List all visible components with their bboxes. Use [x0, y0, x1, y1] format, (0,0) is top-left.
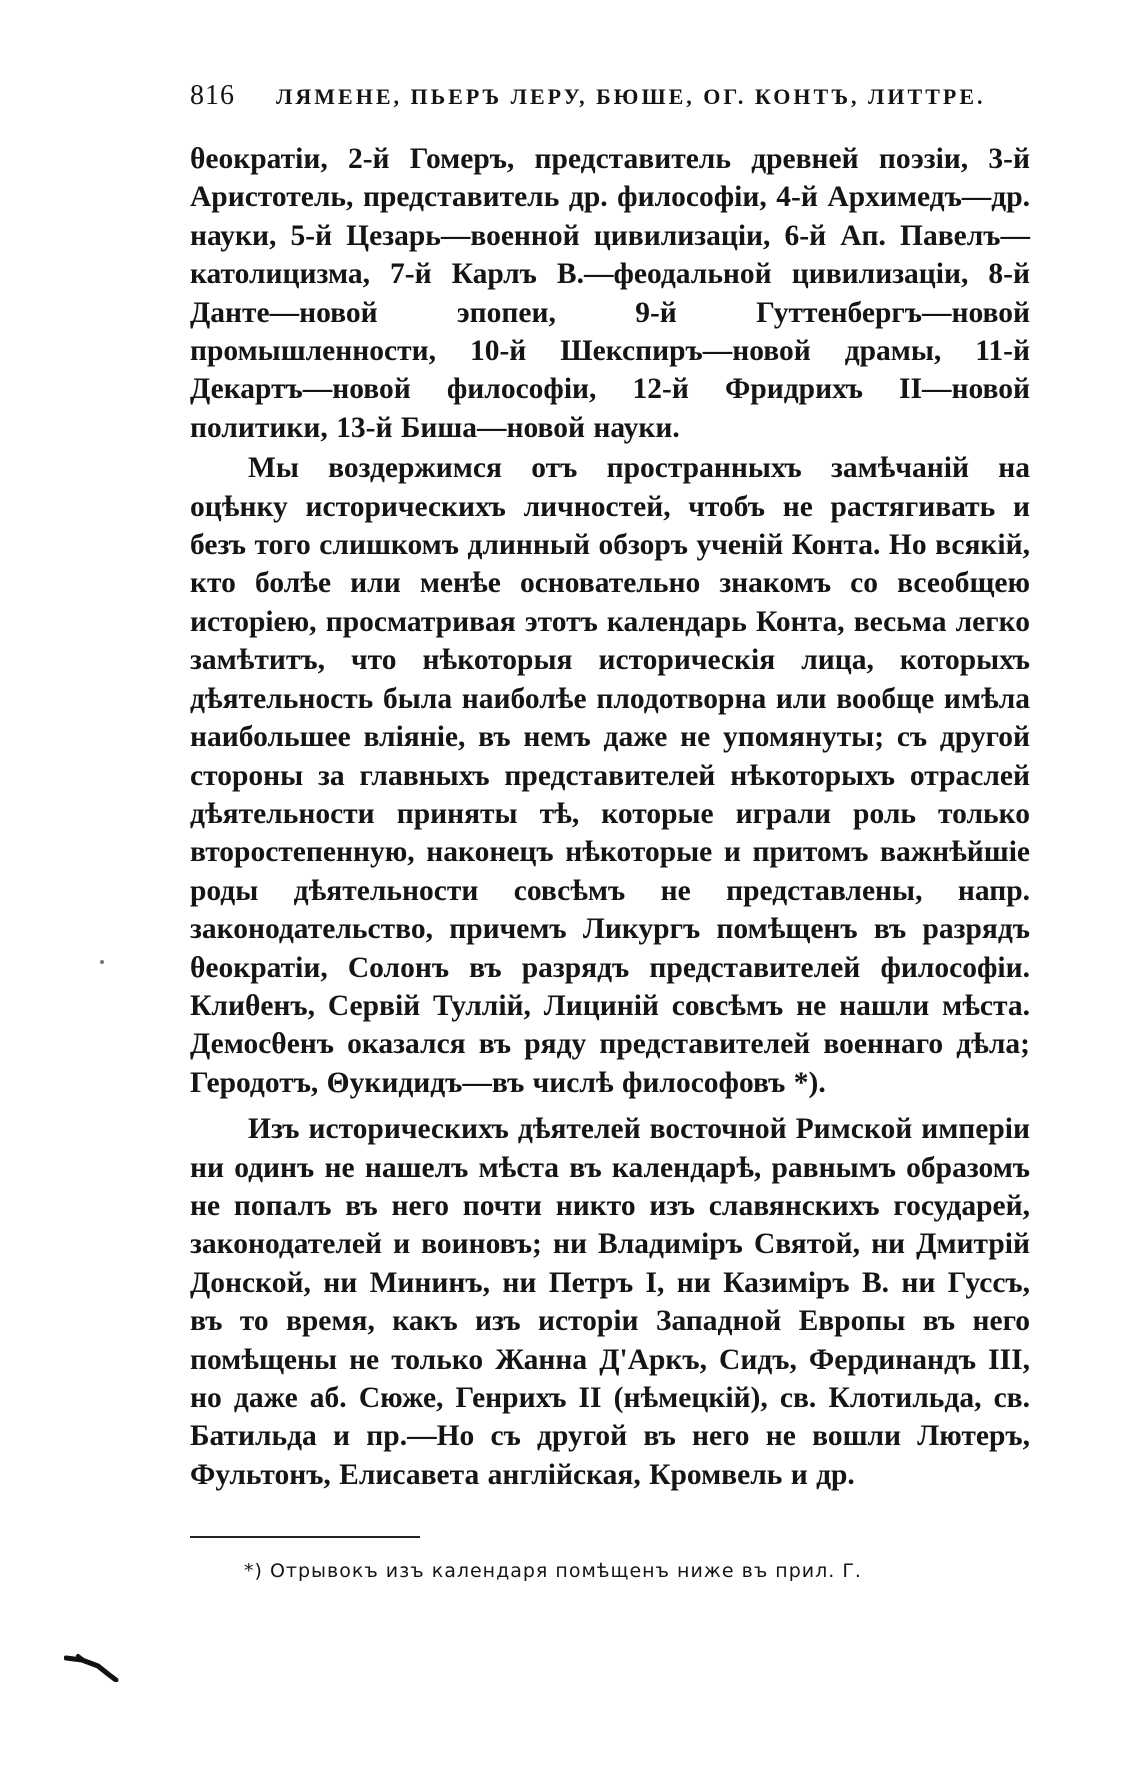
margin-speck [100, 960, 104, 964]
stray-ink-mark [64, 1652, 124, 1682]
running-title: ЛЯМЕНЕ, ПЬЕРЪ ЛЕРУ, БЮШЕ, ОГ. КОНТЪ, ЛИТТРЕ. [276, 84, 986, 109]
paragraph-3: Изъ историческихъ дѣятелей восточной Римской имперіи ни одинъ не нашелъ мѣста въ календарѣ, равнымъ образомъ не попалъ въ него почти никто изъ славянскихъ государей, законодателей и воиновъ; ни Владиміръ Святой, ни Дмитрій Донской, ни Мининъ, ни Петръ I, ни Казиміръ В. ни Гуссъ, въ то время, какъ изъ исторіи Западной Европы въ него помѣщены не только Жанна Д'Аркъ, Сидъ, Фердинандъ III, но даже аб. Сюже, Генрихъ II (нѣмецкій), св. Клотильда, св. Батильда и пр.—Но съ другой въ него не вошли Лютеръ, Фультонъ, Елисавета англійская, Кромвель и др. [190, 1113, 1030, 1491]
body-text [190, 140, 1030, 1494]
page-number: 816 [190, 80, 235, 111]
page [190, 80, 1030, 1582]
footnote-divider [190, 1536, 420, 1538]
running-head [190, 80, 1030, 120]
paragraph-1: θеократіи, 2-й Гомеръ, представитель древней поэзіи, 3-й Аристотель, представитель др. философіи, 4-й Архимедъ—др. науки, 5-й Цезарь—военной цивилизаціи, 6-й Ап. Павелъ—католицизма, 7-й Карлъ В.—феодальной цивилизаціи, 8-й Данте—новой эпопеи, 9-й Гуттенбергъ—новой промышленности, 10-й Шекспиръ—новой драмы, 11-й Декартъ—новой философіи, 12-й Фридрихъ II—новой политики, 13-й Биша—новой науки. [190, 143, 1030, 444]
footnote: *) Отрывокъ изъ календаря помѣщенъ ниже въ прил. Г. [244, 1560, 862, 1583]
paragraph-2: Мы воздержимся отъ пространныхъ замѣчаній на оцѣнку историческихъ личностей, чтобъ не растягивать и безъ того слишкомъ длинный обзоръ ученій Конта. Но всякій, кто болѣе или менѣе основательно знакомъ со всеобщею исторіею, просматривая этотъ календарь Конта, весьма легко замѣтитъ, что нѣкоторыя историческія лица, которыхъ дѣятельность была наиболѣе плодотворна или вообще имѣла наибольшее вліяніе, въ немъ даже не упомянуты; съ другой стороны за главныхъ представителей нѣкоторыхъ отраслей дѣятельности приняты тѣ, которые играли роль только второстепенную, наконецъ нѣкоторые и притомъ важнѣйшіе роды дѣятельности совсѣмъ не представлены, напр. законодательство, причемъ Ликургъ помѣщенъ въ разрядъ θеократіи, Солонъ въ разрядъ представителей философіи. Клиθенъ, Сервій Туллій, Лициній совсѣмъ не нашли мѣста. Демосθенъ оказался въ ряду представителей военнаго дѣла; Геродотъ, Θукидидъ—въ числѣ философовъ *). [190, 452, 1030, 1099]
